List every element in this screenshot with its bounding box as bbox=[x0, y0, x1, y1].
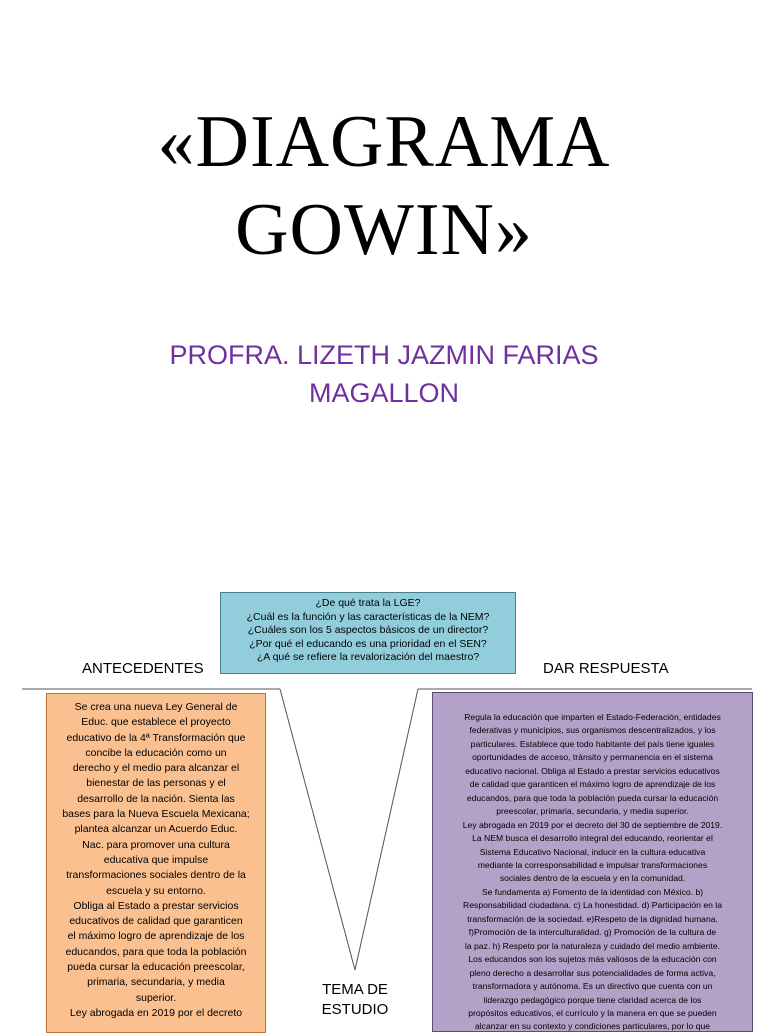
tema-de-estudio-label bbox=[300, 980, 410, 1020]
antecedentes-text-line: Nac. para promover una cultura bbox=[82, 838, 230, 851]
antecedentes-text-line: educandos, para que toda la población bbox=[65, 945, 247, 958]
title-line-2: GOWIN» bbox=[235, 189, 533, 271]
respuesta-text-line: Responsabilidad ciudadana. c) La honestidad. d) Participación en la bbox=[463, 900, 722, 911]
respuesta-text-line: Sistema Educativo Nacional, inducir en la cultura educativa bbox=[479, 846, 706, 857]
respuesta-text-line: Regula la educación que imparten el Estado-Federación, entidades bbox=[464, 712, 721, 722]
vee-left-arm bbox=[280, 689, 355, 970]
focus-question: ¿De qué trata la LGE? bbox=[315, 597, 421, 609]
respuesta-text-line: alcanzar en su contexto y condiciones particulares, por lo que bbox=[474, 1021, 711, 1032]
respuesta-text-line: liderazgo pedagógico porque tiene claridad acerca de los bbox=[483, 994, 702, 1005]
antecedentes-text-line: Educ. que establece el proyecto bbox=[81, 716, 231, 729]
respuesta-text-line: federativas y municipios, sus organismos descentralizados, y los bbox=[469, 725, 716, 736]
respuesta-text-line: transformación de la sociedad. e)Respeto de la dignidad humana. bbox=[467, 913, 718, 924]
author-line-2: MAGALLON bbox=[308, 378, 460, 408]
respuesta-text-line: pleno derecho a desarrollar sus potencialidades de forma activa, bbox=[469, 967, 716, 978]
antecedentes-text-line: derecho y el medio para alcanzar el bbox=[72, 762, 240, 775]
respuesta-text-line: educandos, para que toda la población pueda cursar la educación bbox=[466, 792, 719, 803]
respuesta-text-line: Se fundamenta a) Fomento de la identidad con México. b) bbox=[481, 886, 704, 897]
respuesta-text-line: preescolar, primaria, secundaria, y media superior. bbox=[496, 806, 689, 817]
respuesta-text-line: de calidad que garanticen el máximo logro de aprendizaje de los bbox=[469, 779, 716, 790]
respuesta-text-line: La NEM busca el desarrollo integral del educando, reorientar el bbox=[472, 833, 713, 844]
title-line-1: «DIAGRAMA bbox=[157, 101, 611, 183]
tema-line-2: ESTUDIO bbox=[321, 1001, 389, 1018]
antecedentes-text-line: educativo de la 4ª Transformación que bbox=[66, 731, 246, 744]
antecedentes-text-line: educativa que impulse bbox=[103, 853, 209, 866]
antecedentes-text-line: concibe la educación como un bbox=[85, 746, 227, 759]
tema-line-1: TEMA DE bbox=[322, 981, 388, 998]
respuesta-text-line: particulares. Establece que todo habitante del país tiene iguales bbox=[470, 738, 715, 749]
antecedentes-text-line: Ley abrogada en 2019 por el decreto bbox=[69, 1006, 243, 1019]
antecedentes-text-line: educativos de calidad que garanticen bbox=[69, 915, 243, 928]
antecedentes-text-line: superior. bbox=[135, 991, 177, 1004]
respuesta-text-line: propósitos educativos, el currículo y la manera en que se pueden bbox=[468, 1007, 717, 1018]
respuesta-text-line: Ley abrogada en 2019 por el decreto del 30 de septiembre de 2019. bbox=[462, 819, 723, 830]
respuesta-text-line: transformadora y autónoma. Es un directivo que cuenta con un bbox=[472, 981, 713, 992]
respuesta-text-line: f)Promoción de la interculturalidad. g) Promoción de la cultura de bbox=[468, 927, 717, 938]
respuesta-text-line: mediante la corresponsabilidad e impulsar transformaciones bbox=[477, 859, 708, 870]
respuesta-text-line: educativo nacional. Obliga al Estado a prestar servicios educativos bbox=[465, 765, 720, 776]
dar-respuesta-label: DAR RESPUESTA bbox=[543, 660, 669, 677]
focus-question: ¿A qué se refiere la revalorización del maestro? bbox=[256, 651, 480, 663]
antecedentes-text-line: transformaciones sociales dentro de la bbox=[66, 869, 246, 882]
antecedentes-text-line: escuela y su entorno. bbox=[106, 884, 206, 897]
antecedentes-text-line: desarrollo de la nación. Sienta las bbox=[77, 792, 235, 805]
antecedentes-box bbox=[46, 693, 266, 1033]
respuesta-box bbox=[432, 692, 753, 1032]
antecedentes-text-line: el máximo logro de aprendizaje de los bbox=[67, 930, 245, 943]
antecedentes-text-line: Se crea una nueva Ley General de bbox=[74, 701, 238, 713]
antecedentes-text-line: bases para la Nueva Escuela Mexicana; bbox=[62, 808, 250, 821]
author-line-1: PROFRA. LIZETH JAZMIN FARIAS bbox=[169, 340, 599, 370]
vee-right-arm bbox=[355, 689, 418, 970]
central-questions-box bbox=[220, 592, 516, 674]
focus-question: ¿Por qué el educando es una prioridad en el SEN? bbox=[249, 637, 487, 650]
antecedentes-text-line: pueda cursar la educación preescolar, bbox=[67, 961, 245, 974]
respuesta-text-line: sociales dentro de la escuela y en la comunidad. bbox=[499, 873, 686, 884]
antecedentes-text-line: Obliga al Estado a prestar servicios bbox=[73, 899, 239, 912]
antecedentes-text-line: primaria, secundaria, y media bbox=[87, 976, 225, 989]
antecedentes-text-line: plantea alcanzar un Acuerdo Educ. bbox=[74, 823, 238, 836]
focus-question: ¿Cuál es la función y las características de la NEM? bbox=[246, 610, 490, 623]
focus-question: ¿Cuáles son los 5 aspectos básicos de un director? bbox=[247, 624, 489, 636]
respuesta-text-line: oportunidades de acceso, tránsito y permanencia en el sistema bbox=[472, 752, 713, 763]
respuesta-text-line: la paz. h) Respeto por la naturaleza y cuidado del medio ambiente. bbox=[464, 940, 721, 951]
antecedentes-label: ANTECEDENTES bbox=[82, 660, 204, 677]
respuesta-text-line: Los educandos son los sujetos más valiosos de la educación con bbox=[468, 954, 717, 965]
antecedentes-text-line: bienestar de las personas y el bbox=[86, 777, 226, 790]
